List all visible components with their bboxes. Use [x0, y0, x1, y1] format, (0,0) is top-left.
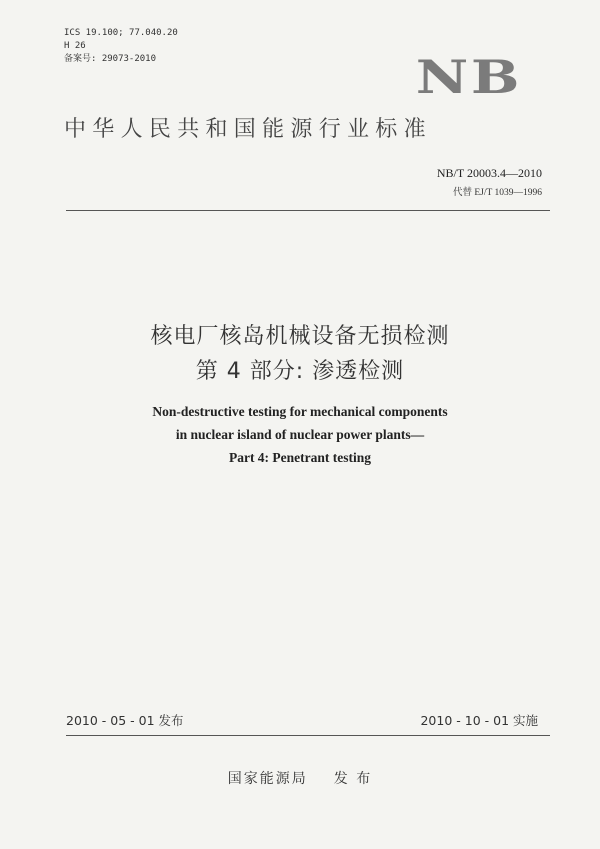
- ics-code: ICS 19.100; 77.040.20: [64, 28, 178, 38]
- standard-code: NB/T 20003.4—2010: [436, 166, 542, 180]
- top-divider: [66, 210, 550, 211]
- bottom-divider: [66, 735, 550, 736]
- effective-date: 2010 - 10 - 01 实施: [420, 713, 538, 728]
- title-cn-line2: 第 4 部分: 渗透检测: [195, 359, 405, 384]
- record-number: 备案号: 29073-2010: [64, 54, 157, 64]
- replaces-standard: 代替 EJ/T 1039—1996: [452, 188, 542, 198]
- publisher-row: [0, 768, 600, 788]
- title-cn-line1: 核电厂核岛机械设备无损检测: [150, 324, 450, 349]
- title-en-line2: in nuclear island of nuclear power plants—: [175, 427, 425, 442]
- nb-logo: NB: [415, 50, 522, 104]
- org-title: 中华人民共和国能源行业标准: [64, 117, 432, 142]
- publisher-action: 发 布: [333, 771, 373, 787]
- title-en-line1: Non-destructive testing for mechanical components: [152, 404, 448, 419]
- issue-date: 2010 - 05 - 01 发布: [66, 713, 184, 728]
- classification-code: H 26: [64, 41, 86, 51]
- title-en-line3: Part 4: Penetrant testing: [228, 450, 372, 465]
- publisher-name: 国家能源局: [227, 771, 308, 787]
